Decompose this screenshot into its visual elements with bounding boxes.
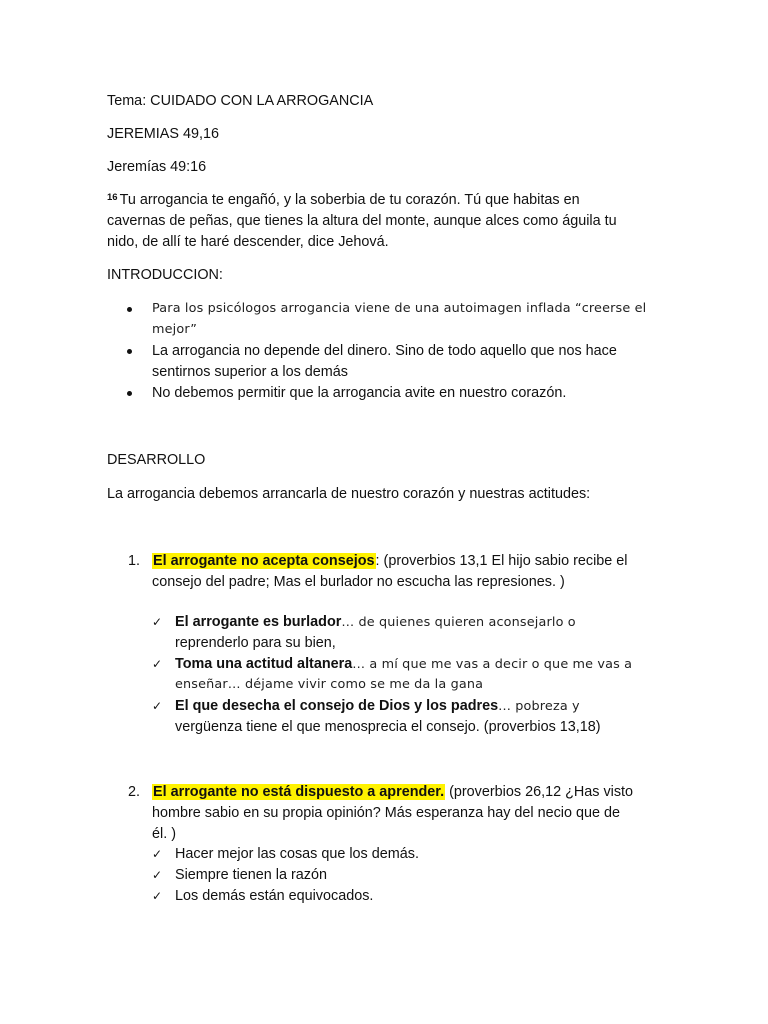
point-2-line-3: él. ) xyxy=(152,826,176,842)
point-2-line-1 xyxy=(152,782,633,802)
point-1-check-1-line-1 xyxy=(175,612,576,633)
bullet-dot-icon xyxy=(127,391,132,396)
point-2-line-2: hombre sabio en su propia opinión? Más esperanza hay del necio que de xyxy=(152,805,621,821)
check-2-bold: Toma una actitud altanera xyxy=(175,656,353,672)
intro-bullet-3-line-1: No debemos permitir que la arrogancia avite en nuestro corazón. xyxy=(152,385,567,401)
intro-bullet-1-line-1: Para los psicólogos arrogancia viene de una autoimagen inflada “creerse el xyxy=(152,301,647,316)
desarrollo-heading: DESARROLLO xyxy=(107,452,206,468)
point-1-rest: : (proverbios 13,1 El hijo sabio recibe el xyxy=(375,553,628,569)
check-1-rest: … de quienes quieren aconsejarlo o xyxy=(341,615,576,630)
point-2-rest: (proverbios 26,12 ¿Has visto xyxy=(445,784,634,800)
bullet-dot-icon xyxy=(127,307,132,312)
verse-line-2: cavernas de peñas, que tienes la altura del monte, aunque alces como águila tu xyxy=(107,213,617,229)
verse-number: 16 xyxy=(107,192,118,203)
checkmark-icon: ✓ xyxy=(152,615,163,629)
check-3-rest: … pobreza y xyxy=(498,699,580,714)
point-2-check-1: Hacer mejor las cosas que los demás. xyxy=(175,846,419,862)
desarrollo-lead: La arrogancia debemos arrancarla de nuestro corazón y nuestras actitudes: xyxy=(107,486,591,502)
intro-bullet-2-line-1: La arrogancia no depende del dinero. Sino de todo aquello que nos hace xyxy=(152,343,617,359)
verse-text-1: Tu arrogancia te engañó, y la soberbia de tu corazón. Tú que habitas en xyxy=(119,192,580,208)
point-1-check-3-line-1 xyxy=(175,696,580,717)
check-1-bold: El arrogante es burlador xyxy=(175,614,342,630)
checkmark-icon: ✓ xyxy=(152,868,163,882)
verse-line-1 xyxy=(107,190,580,210)
point-1-line-2: consejo del padre; Mas el burlador no escucha las represiones. ) xyxy=(152,574,565,590)
point-1-check-1-line-2: reprenderlo para su bien, xyxy=(175,635,336,651)
point-1-check-2-line-2: enseñar… déjame vivir como se me da la gana xyxy=(175,677,484,692)
point-1-check-2-line-1 xyxy=(175,654,632,675)
bullet-dot-icon xyxy=(127,349,132,354)
point-2-highlight: El arrogante no está dispuesto a aprender. xyxy=(153,784,445,800)
reference-upper: JEREMIAS 49,16 xyxy=(107,126,219,142)
verse-line-3: nido, de allí te haré descender, dice Jehová. xyxy=(107,234,389,250)
point-2-number: 2. xyxy=(128,784,141,800)
point-1-line-1 xyxy=(152,551,628,571)
check-3-bold: El que desecha el consejo de Dios y los padres xyxy=(175,698,499,714)
reference-lower: Jeremías 49:16 xyxy=(107,159,207,175)
point-1-check-3-line-2: vergüenza tiene el que menosprecia el consejo. (proverbios 13,18) xyxy=(175,719,601,735)
intro-heading: INTRODUCCION: xyxy=(107,267,223,283)
point-1-highlight: El arrogante no acepta consejos xyxy=(153,553,375,569)
check-2-rest: … a mí que me vas a decir o que me vas a xyxy=(352,657,633,672)
intro-bullet-2-line-2: sentirnos superior a los demás xyxy=(152,364,348,380)
point-1-number: 1. xyxy=(128,553,141,569)
checkmark-icon: ✓ xyxy=(152,657,163,671)
checkmark-icon: ✓ xyxy=(152,889,163,903)
intro-bullet-1-line-2: mejor” xyxy=(152,322,198,337)
point-2-check-3: Los demás están equivocados. xyxy=(175,888,374,904)
checkmark-icon: ✓ xyxy=(152,699,163,713)
tema-title: Tema: CUIDADO CON LA ARROGANCIA xyxy=(107,93,374,109)
checkmark-icon: ✓ xyxy=(152,847,163,861)
point-2-check-2: Siempre tienen la razón xyxy=(175,867,327,883)
